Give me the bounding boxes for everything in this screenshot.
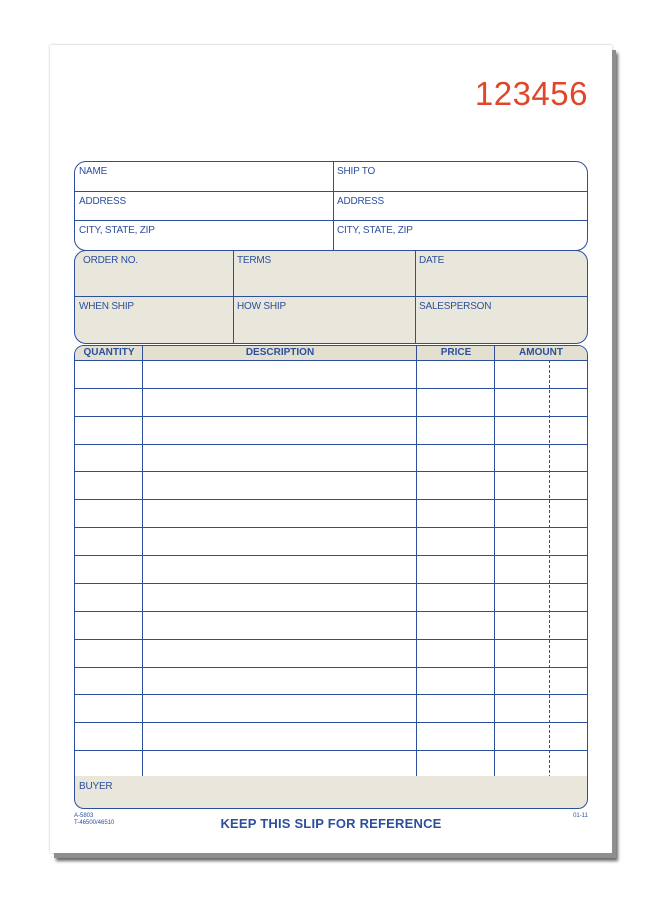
item-row-line [75, 444, 587, 445]
item-row-line [75, 667, 587, 668]
quantity-header: QUANTITY [83, 347, 135, 358]
item-row-line [75, 471, 587, 472]
amount-header: AMOUNT [519, 347, 563, 358]
item-row-line [75, 611, 587, 612]
ship-city-state-zip-label: CITY, STATE, ZIP [337, 225, 413, 236]
item-row-line [75, 388, 587, 389]
item-row-line [75, 583, 587, 584]
salesperson-label: SALESPERSON [419, 301, 492, 312]
ship-to-label: SHIP TO [337, 166, 376, 177]
form-code-line: A-5803 [74, 813, 94, 819]
terms-label: TERMS [237, 255, 272, 266]
buyer-block [74, 776, 588, 809]
item-row-line [75, 416, 587, 417]
how-ship-label: HOW SHIP [237, 301, 286, 312]
sales-order-form [50, 45, 612, 853]
item-row-line [75, 639, 587, 640]
items-table [74, 345, 588, 779]
form-code-line: T-46500/46510 [74, 820, 115, 826]
cents-divider [549, 360, 550, 778]
date-label: DATE [419, 255, 445, 266]
city-state-zip-label: CITY, STATE, ZIP [79, 225, 155, 236]
print-date-code: 01-11 [573, 813, 588, 819]
order-divider [233, 251, 234, 343]
price-header: PRICE [440, 347, 472, 358]
column-line [142, 346, 143, 778]
item-row-line [75, 694, 587, 695]
items-header [75, 346, 587, 361]
item-row-line [75, 499, 587, 500]
buyer-label: BUYER [79, 781, 113, 792]
address-label: ADDRESS [79, 196, 126, 207]
description-header: DESCRIPTION [245, 347, 315, 358]
item-row-line [75, 722, 587, 723]
order-info-block [74, 250, 588, 344]
ship-address-label: ADDRESS [337, 196, 384, 207]
item-row-line [75, 750, 587, 751]
customer-row-line [75, 220, 587, 221]
when-ship-label: WHEN SHIP [79, 301, 134, 312]
item-row-line [75, 555, 587, 556]
customer-block [74, 161, 588, 251]
keep-slip-notice: KEEP THIS SLIP FOR REFERENCE [220, 816, 442, 831]
name-label: NAME [79, 166, 108, 177]
item-row-line [75, 527, 587, 528]
form-number: 123456 [474, 75, 588, 112]
order-no-label: ORDER NO. [83, 255, 138, 266]
order-divider [415, 251, 416, 343]
order-row-line [75, 296, 587, 297]
customer-divider [333, 162, 334, 250]
customer-row-line [75, 191, 587, 192]
column-line [494, 346, 495, 778]
column-line [416, 346, 417, 778]
